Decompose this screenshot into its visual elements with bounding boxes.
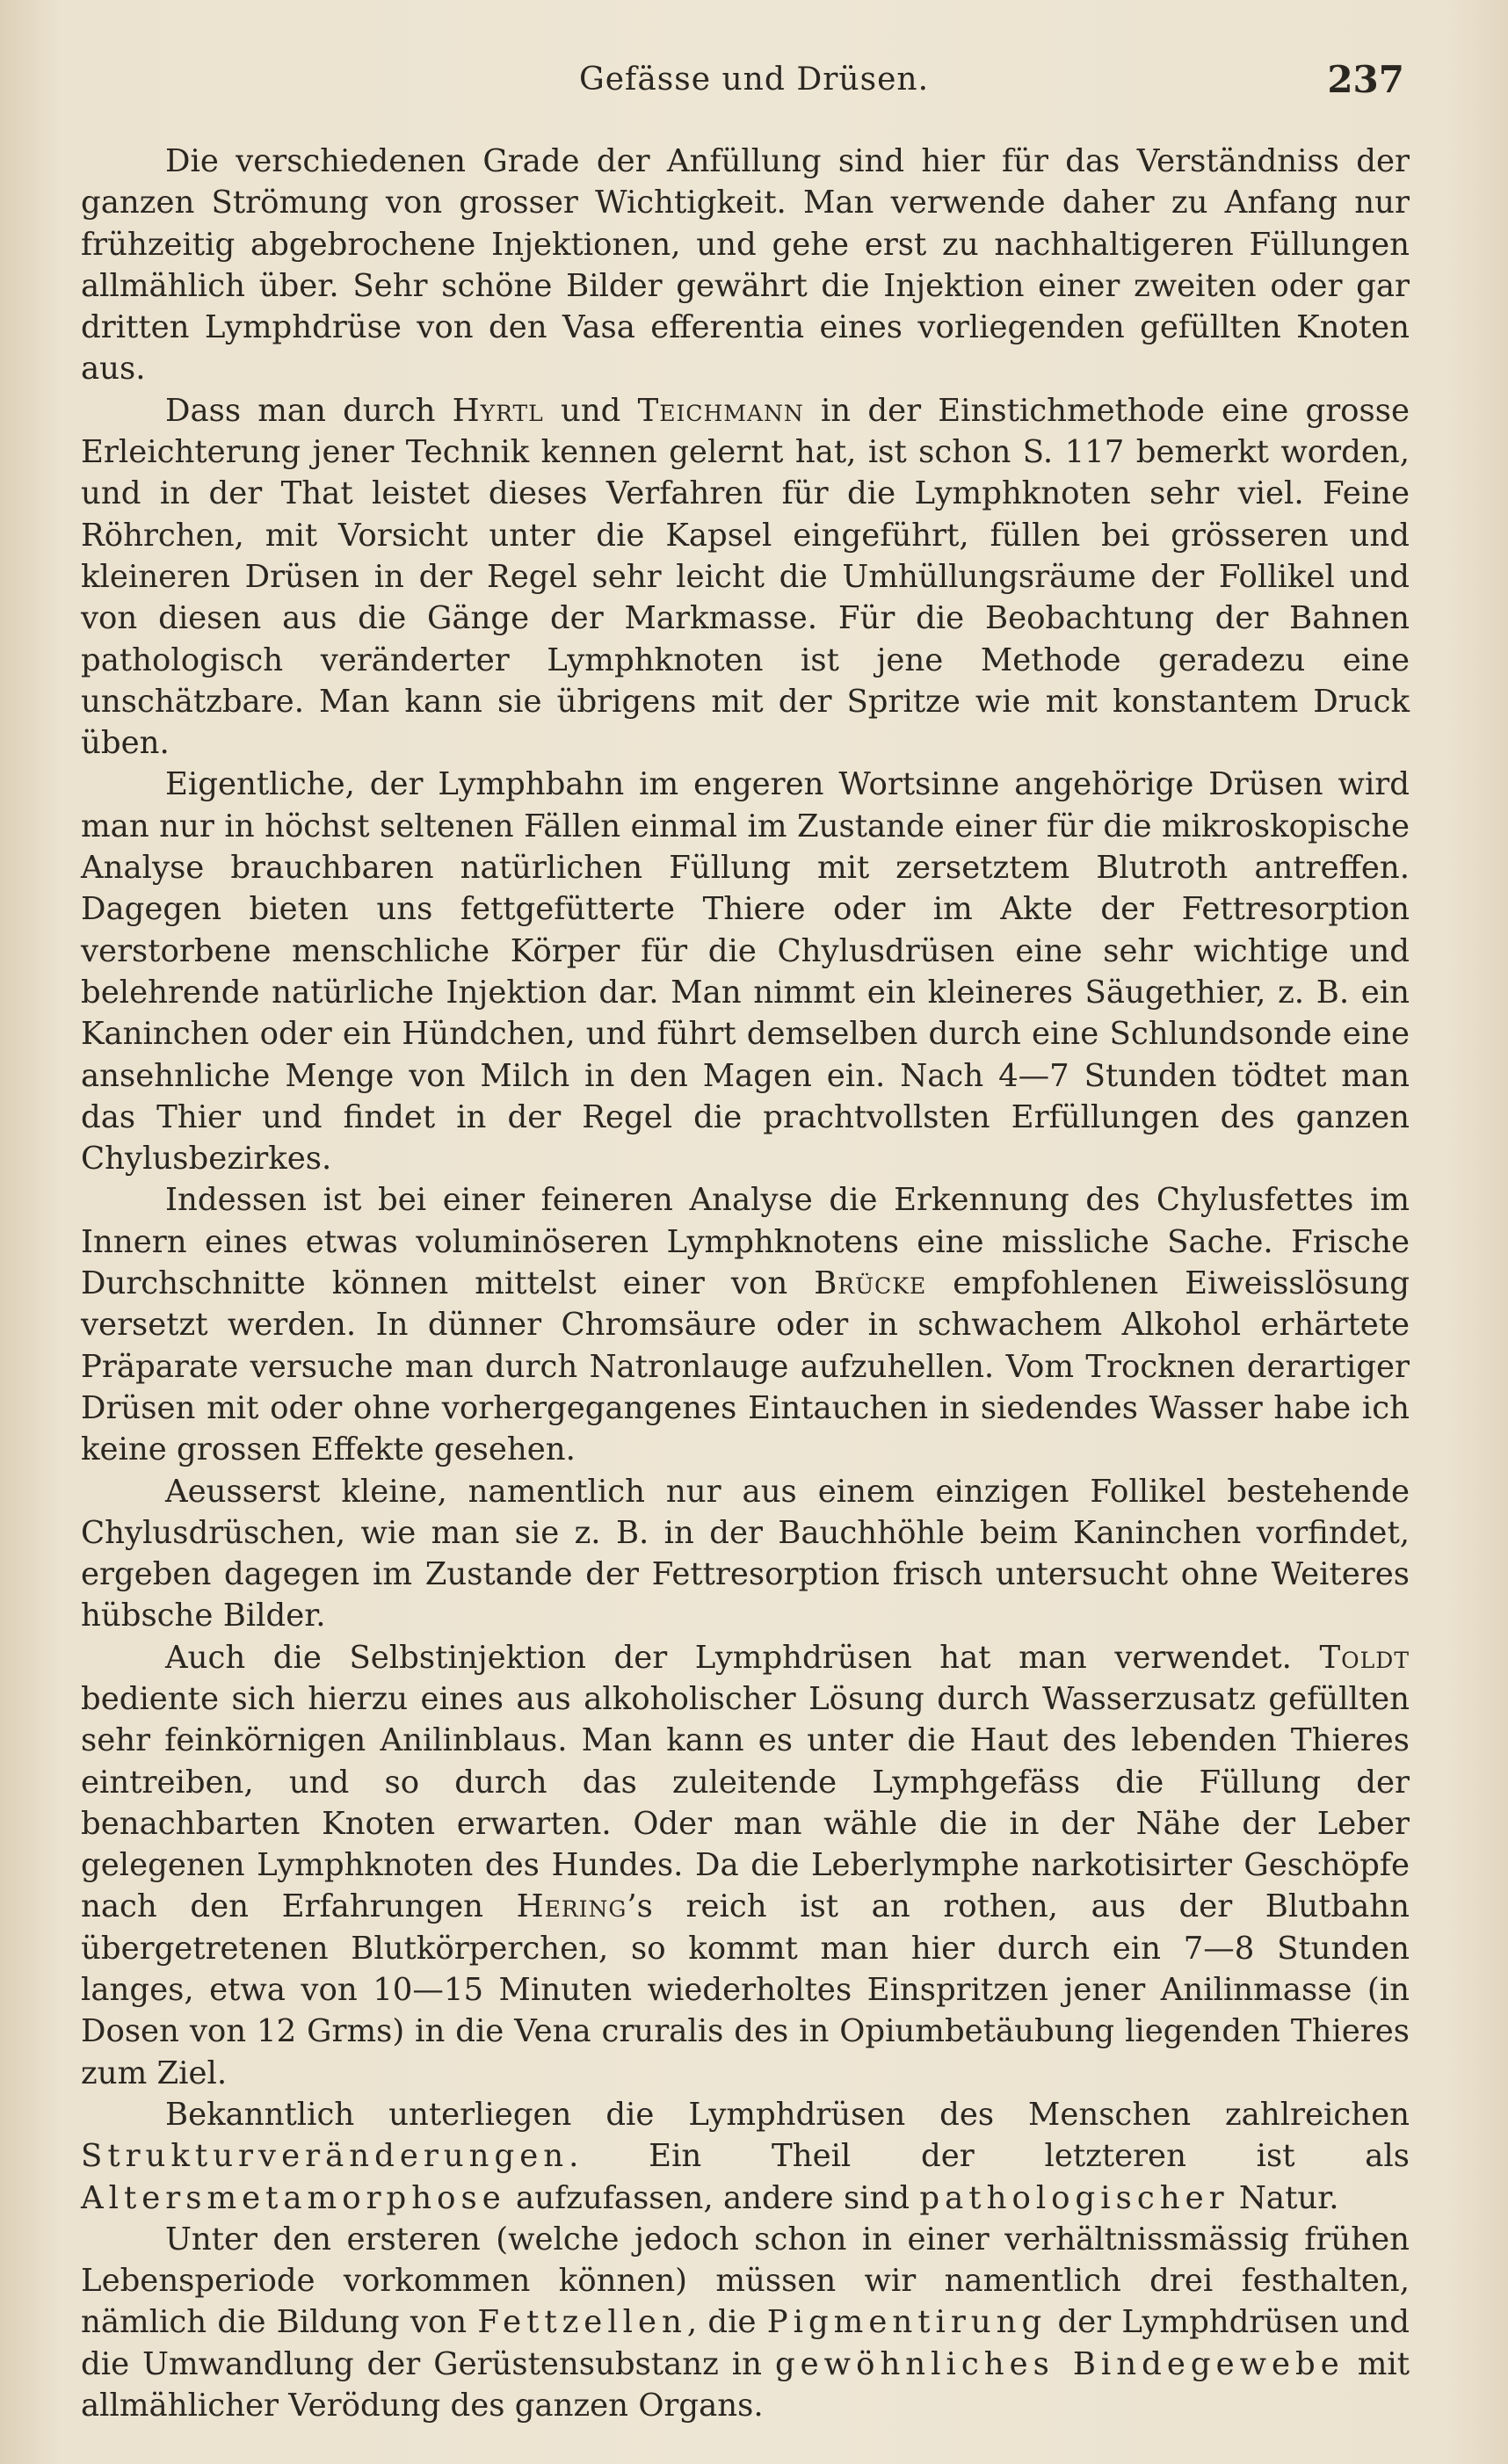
paragraph xyxy=(81,764,1410,1179)
paragraph xyxy=(81,2094,1410,2219)
paragraph xyxy=(81,1471,1410,1637)
text-run: Natur. xyxy=(1229,2179,1339,2216)
text-run: aufzufassen, andere sind xyxy=(505,2179,920,2216)
emphasized-term: pathologischer xyxy=(919,2179,1229,2216)
text-run: und xyxy=(543,392,638,429)
text-run: Aeusserst kleine, namentlich nur aus einem einzigen Follikel bestehende Chylusdrüschen, wie man sie z. B. in der Bauchhöhle beim Kaninchen vorfindet, ergeben dagegen im Zustande der Fettresorption frisch untersucht ohne Weiteres hübsche Bilder. xyxy=(81,1473,1410,1634)
text-run: mit allmählicher Verödung des ganzen Organs. xyxy=(81,2345,1410,2424)
text-run: ’s reich ist an rothen, aus der Blutbahn übergetretenen Blutkörperchen, so kommt man hier durch ein 7—8 Stunden langes, etwa von 10—15 Minuten wiederholtes Einspritzen jener Anilinmasse (in Dosen von 12 Grms) in die Vena cruralis des in Opiumbetäubung liegenden Thieres zum Ziel. xyxy=(81,1888,1410,2091)
text-run: Die verschiedenen Grade der Anfüllung sind hier für das Verständniss der ganzen Strömung von grosser Wichtigkeit. Man verwende daher zu Anfang nur frühzeitig abgebrochene Injektionen, und gehe erst zu nachhaltigeren Füllungen allmählich über. Sehr schöne Bilder gewährt die Injektion einer zweiten oder gar dritten Lymphdrüse von den Vasa efferentia eines vorliegenden gefüllten Knoten aus. xyxy=(81,143,1410,388)
paragraph xyxy=(81,1637,1410,2094)
page-header xyxy=(0,54,1508,107)
body-text xyxy=(81,141,1410,2426)
emphasized-term: gewöhnliches Bindegewebe xyxy=(774,2345,1345,2382)
text-run: Auch die Selbstinjektion der Lymphdrüsen hat man verwendet. xyxy=(165,1639,1320,1676)
text-run: Unter den ersteren (welche jedoch schon in einer verhältnissmässig frühen Lebensperiode vorkommen können) müssen wir namentlich drei festhalten, nämlich die Bildung von xyxy=(81,2221,1410,2341)
text-run: in der Einstichmethode eine grosse Erleichterung jener Technik kennen gelernt hat, ist schon S. 117 bemerkt worden, und in der That leistet dieses Verfahren für die Lymphknoten sehr viel. Feine Röhrchen, mit Vorsicht unter die Kapsel eingeführt, füllen bei grösseren und kleineren Drüsen in der Regel sehr leicht die Umhüllungsräume der Follikel und von diesen aus die Gänge der Markmasse. Für die Beobachtung der Bahnen pathologisch veränderter Lymphknoten ist jene Methode geradezu eine unschätzbare. Man kann sie übrigens mit der Spritze wie mit konstantem Druck üben. xyxy=(81,392,1410,762)
paragraph xyxy=(81,1179,1410,1470)
emphasized-term: Pigmentirung xyxy=(766,2304,1048,2341)
author-name: Brücke xyxy=(814,1265,927,1302)
text-run: der Lymphdrüsen und die Umwandlung der Gerüstensubstanz in xyxy=(81,2304,1410,2382)
text-run: Eigentliche, der Lymphbahn im engeren Wortsinne angehörige Drüsen wird man nur in höchst seltenen Fällen einmal im Zustande einer für die mikroskopische Analyse brauchbaren natürlichen Füllung mit zersetztem Blutroth antreffen. Dagegen bieten uns fettgefütterte Thiere oder im Akte der Fettresorption verstorbene menschliche Körper für die Chylusdrüsen eine sehr wichtige und belehrende natürliche Injektion dar. Man nimmt ein kleineres Säugethier, z. B. ein Kaninchen oder ein Hündchen, und führt demselben durch eine Schlundsonde eine ansehnliche Menge von Milch in den Magen ein. Nach 4—7 Stunden tödtet man das Thier und findet in der Regel die prachtvollsten Erfüllungen des ganzen Chylusbezirkes. xyxy=(81,766,1410,1178)
page-number: 237 xyxy=(1327,58,1404,101)
text-run: bediente sich hierzu eines aus alkoholischer Lösung durch Wasserzusatz gefüllten sehr feinkörnigen Anilinblaus. Man kann es unter die Haut des lebenden Thieres eintreiben, und so durch das zuleitende Lymphgefäss die Füllung der benachbarten Knoten erwarten. Oder man wähle die in der Nähe der Leber gelegenen Lymphknoten des Hundes. Da die Leberlymphe narkotisirter Geschöpfe nach den Erfahrungen xyxy=(81,1680,1410,1925)
text-run: empfohlenen Eiweisslösung versetzt werden. In dünner Chromsäure oder in schwachem Alkohol erhärtete Präparate versuche man durch Natronlauge aufzuhellen. Vom Trocknen derartiger Drüsen mit oder ohne vorhergegangenes Eintauchen in siedendes Wasser habe ich keine grossen Effekte gesehen. xyxy=(81,1265,1410,1468)
emphasized-term: Strukturveränderungen xyxy=(81,2138,569,2175)
author-name: Hyrtl xyxy=(452,392,544,429)
text-run: . Ein Theil der letzteren ist als xyxy=(569,2138,1410,2175)
paragraph xyxy=(81,390,1410,765)
running-title: Gefässe und Drüsen. xyxy=(578,62,930,98)
author-name: Hering xyxy=(516,1888,627,1925)
emphasized-term: Fettzellen xyxy=(477,2304,687,2341)
text-run: Indessen ist bei einer feineren Analyse die Erkennung des Chylusfettes im Innern eines etwas voluminöseren Lymphknotens eine missliche Sache. Frische Durchschnitte können mittelst einer von xyxy=(81,1182,1410,1302)
text-run: , die xyxy=(686,2304,767,2341)
author-name: Teichmann xyxy=(637,392,804,429)
text-run: Dass man durch xyxy=(165,392,453,429)
paragraph xyxy=(81,2219,1410,2426)
emphasized-term: Altersmetamorphose xyxy=(81,2179,506,2216)
author-name: Toldt xyxy=(1319,1639,1410,1676)
text-run: Bekanntlich unterliegen die Lymphdrüsen des Menschen zahlreichen xyxy=(165,2096,1410,2133)
paragraph xyxy=(81,141,1410,390)
